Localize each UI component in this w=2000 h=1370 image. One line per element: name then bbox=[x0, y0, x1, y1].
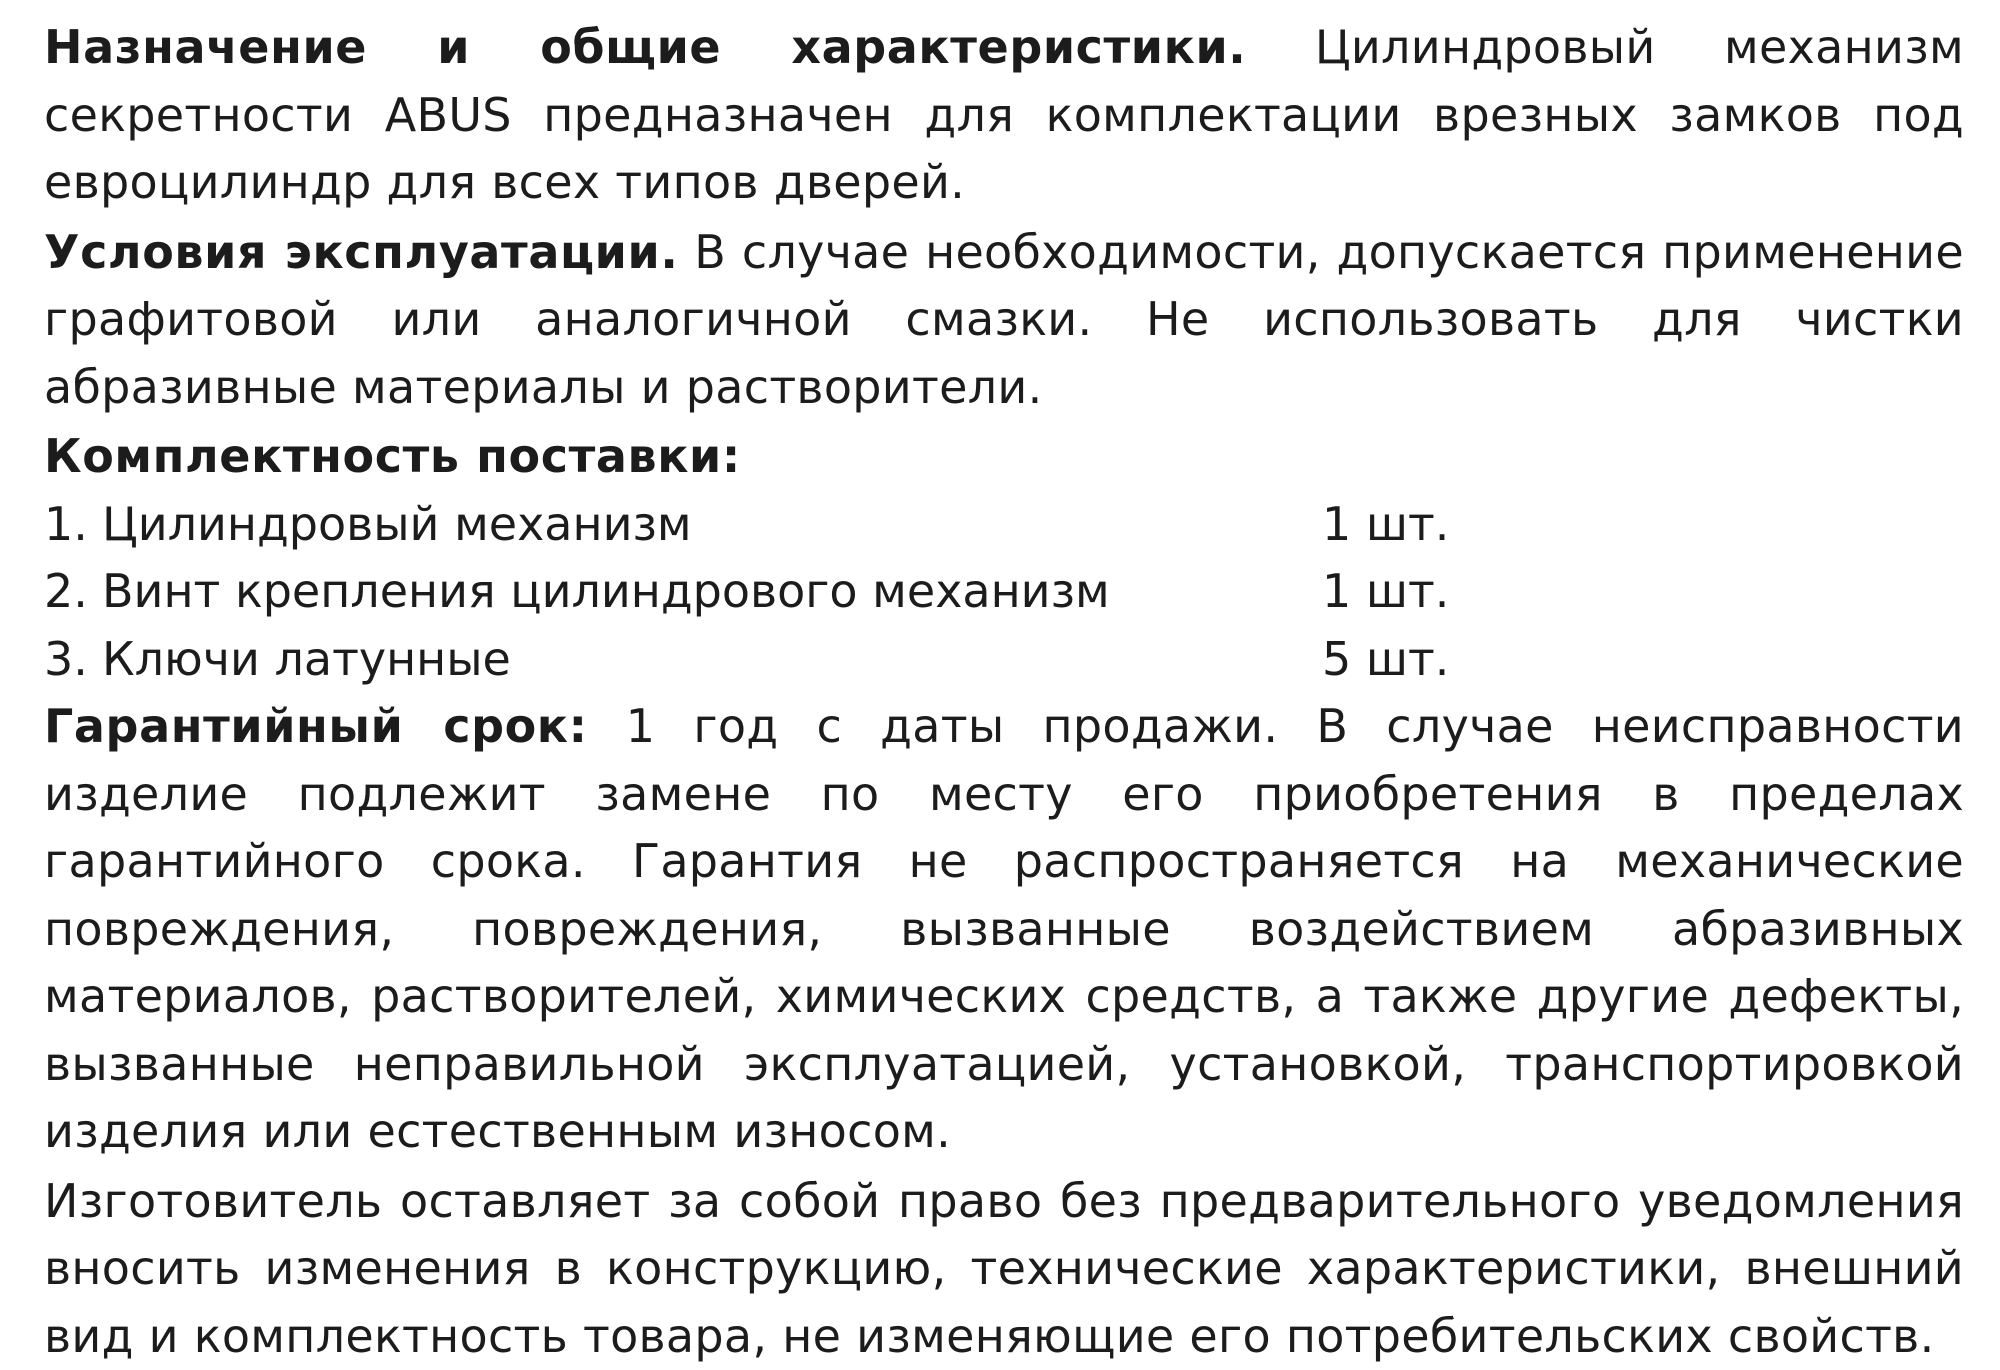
warranty-heading: Гарантийный срок: bbox=[44, 699, 588, 753]
package-item-name: Цилиндровый механизм bbox=[102, 497, 692, 551]
notice-text: Изготовитель оставляет за собой право без предварительного уведомления вносить изменения в конструкцию, технические характеристики, внешний вид и комплектность товара, не изменяющие его потребительских свойств. bbox=[44, 1174, 1964, 1363]
purpose-text: Цилиндровый механизм секретности ABUS предназначен для комплектации врезных замков под евроцилиндр для всех типов дверей. bbox=[44, 20, 1964, 209]
purpose-paragraph bbox=[44, 14, 1964, 217]
package-item bbox=[44, 558, 1964, 626]
package-item-quantity: 1 шт. bbox=[1322, 558, 1449, 626]
operation-text: В случае необходимости, допускается применение графитовой или аналогичной смазки. Не использовать для чистки абразивные материалы и растворители. bbox=[44, 225, 1964, 414]
operation-heading: Условия эксплуатации. bbox=[44, 225, 678, 279]
warranty-paragraph bbox=[44, 693, 1964, 1166]
package-item bbox=[44, 626, 1964, 694]
notice-paragraph bbox=[44, 1168, 1964, 1370]
warranty-text: 1 год с даты продажи. В случае неисправности изделие подлежит замене по месту его приобретения в пределах гарантийного срока. Гарантия не распространяется на механические повреждения, повреждения, вызванные воздействием абразивных материалов, растворителей, химических средств, а также другие дефекты, вызванные неправильной эксплуатацией, установкой, транспортировкой изделия или естественным износом. bbox=[44, 699, 1964, 1158]
package-item-number: 1. bbox=[44, 491, 102, 559]
package-item bbox=[44, 491, 1964, 559]
operation-paragraph bbox=[44, 219, 1964, 422]
package-list bbox=[44, 491, 1964, 694]
package-item-name: Винт крепления цилиндрового механизм bbox=[102, 564, 1110, 618]
package-item-name: Ключи латунные bbox=[102, 632, 511, 686]
purpose-heading: Назначение и общие характеристики. bbox=[44, 20, 1246, 74]
package-item-number: 3. bbox=[44, 626, 102, 694]
package-item-quantity: 5 шт. bbox=[1322, 626, 1449, 694]
package-item-number: 2. bbox=[44, 558, 102, 626]
package-heading: Комплектность поставки: bbox=[44, 423, 1964, 491]
package-item-quantity: 1 шт. bbox=[1322, 491, 1449, 559]
